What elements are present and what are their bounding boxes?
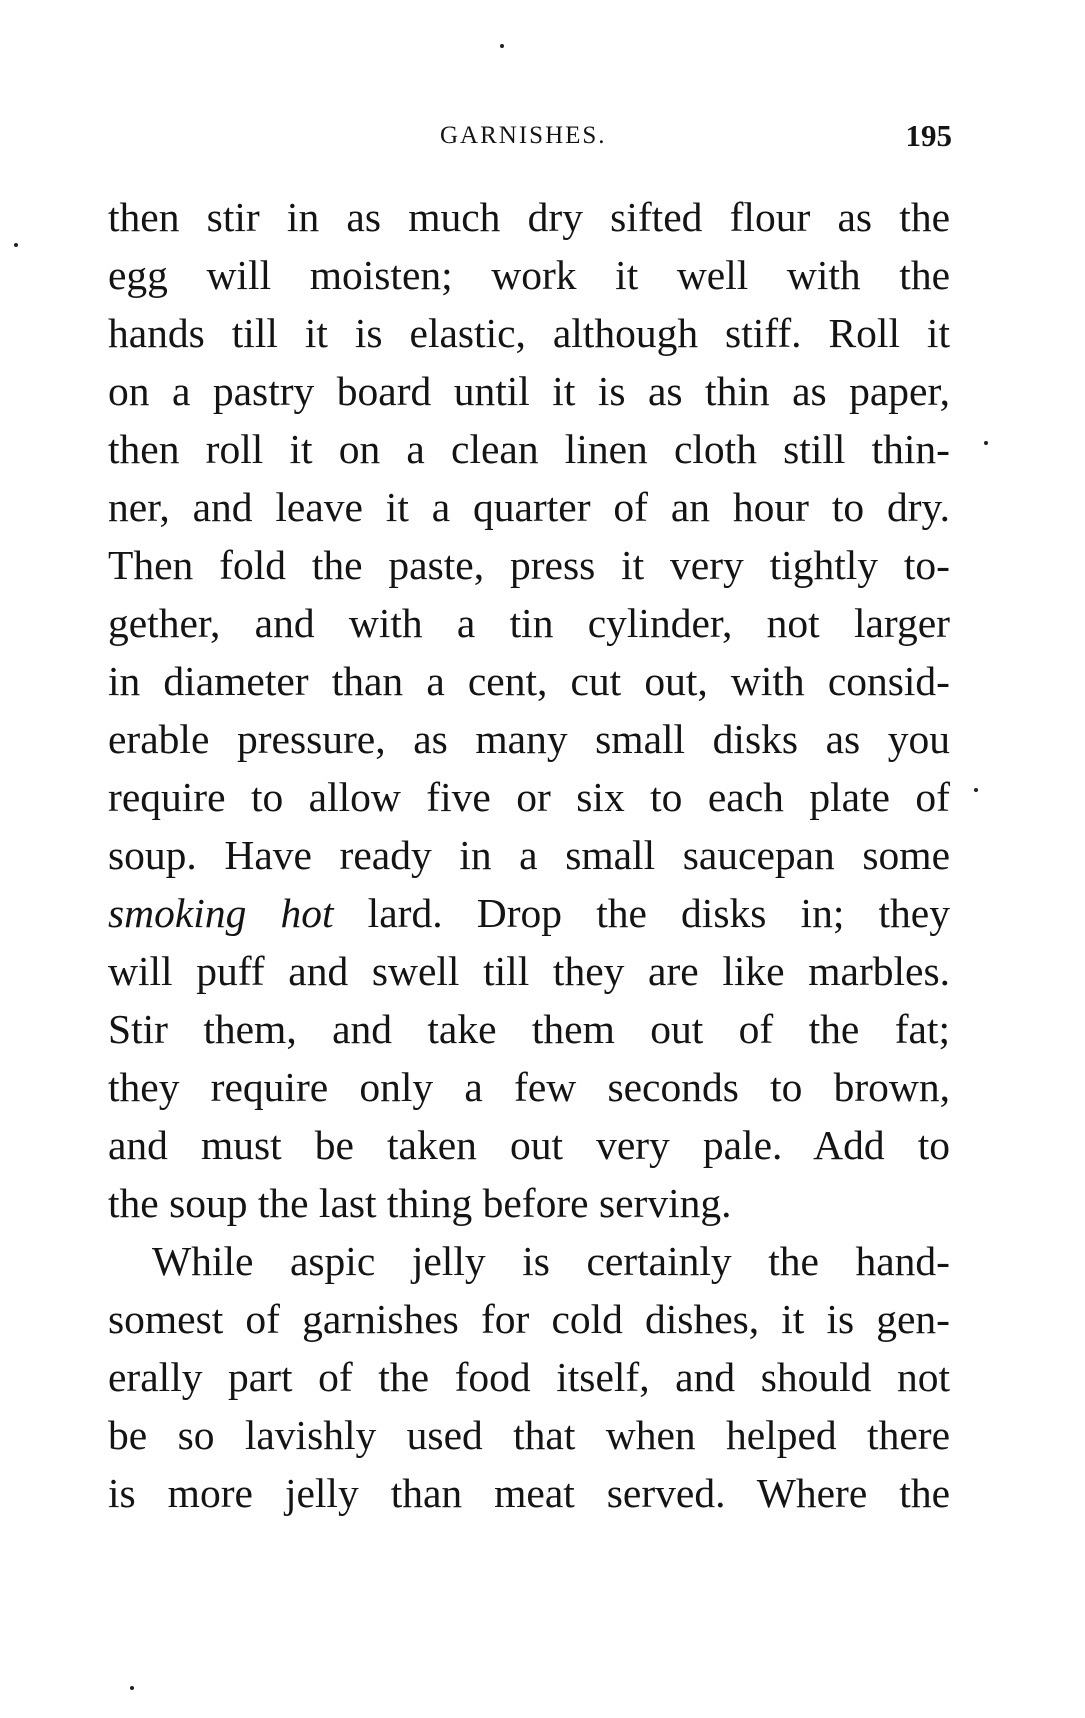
- text-line: soup. Have ready in a small saucepan some: [108, 832, 950, 878]
- text-line: will puff and swell till they are like marbles.: [108, 948, 950, 994]
- text-line: they require only a few seconds to brown,: [108, 1064, 950, 1110]
- text-line: then stir in as much dry sifted flour as the: [108, 194, 950, 240]
- text-line: in diameter than a cent, cut out, with consid-: [108, 658, 950, 704]
- text-line: egg will moisten; work it well with the: [108, 252, 950, 298]
- text-line: on a pastry board until it is as thin as paper,: [108, 368, 950, 414]
- text-line: is more jelly than meat served. Where the: [108, 1470, 950, 1516]
- text-line: erally part of the food itself, and should not: [108, 1354, 950, 1400]
- text-line: ner, and leave it a quarter of an hour to dry.: [108, 484, 950, 530]
- text-line: [108, 884, 950, 942]
- text-line: Stir them, and take them out of the fat;: [108, 1006, 950, 1052]
- text-line: erable pressure, as many small disks as you: [108, 716, 950, 762]
- page-number: 195: [905, 118, 952, 153]
- print-speck: [14, 243, 18, 247]
- text-line: somest of garnishes for cold dishes, it is gen-: [108, 1296, 950, 1342]
- body-text: [108, 188, 950, 1522]
- text-line: require to allow five or six to each plate of: [108, 774, 950, 820]
- print-speck: [130, 1686, 134, 1690]
- print-speck: [974, 788, 978, 792]
- text-line: then roll it on a clean linen cloth still thin-: [108, 426, 950, 472]
- text-line: and must be taken out very pale. Add to: [108, 1122, 950, 1168]
- text-line: the soup the last thing before serving.: [108, 1180, 732, 1226]
- print-speck: [984, 441, 988, 445]
- print-speck: [500, 44, 504, 48]
- text-line: be so lavishly used that when helped there: [108, 1412, 950, 1458]
- text-line: While aspic jelly is certainly the hand-: [152, 1238, 950, 1284]
- italic-phrase: smoking hot: [108, 890, 334, 936]
- text-line: gether, and with a tin cylinder, not larger: [108, 600, 950, 646]
- text-line: Then fold the paste, press it very tightly to-: [108, 542, 950, 588]
- running-head: [110, 118, 952, 158]
- text-line-rest: lard. Drop the disks in; they: [333, 890, 950, 936]
- text-line: hands till it is elastic, although stiff. Roll it: [108, 310, 950, 356]
- running-title: GARNISHES.: [440, 122, 607, 149]
